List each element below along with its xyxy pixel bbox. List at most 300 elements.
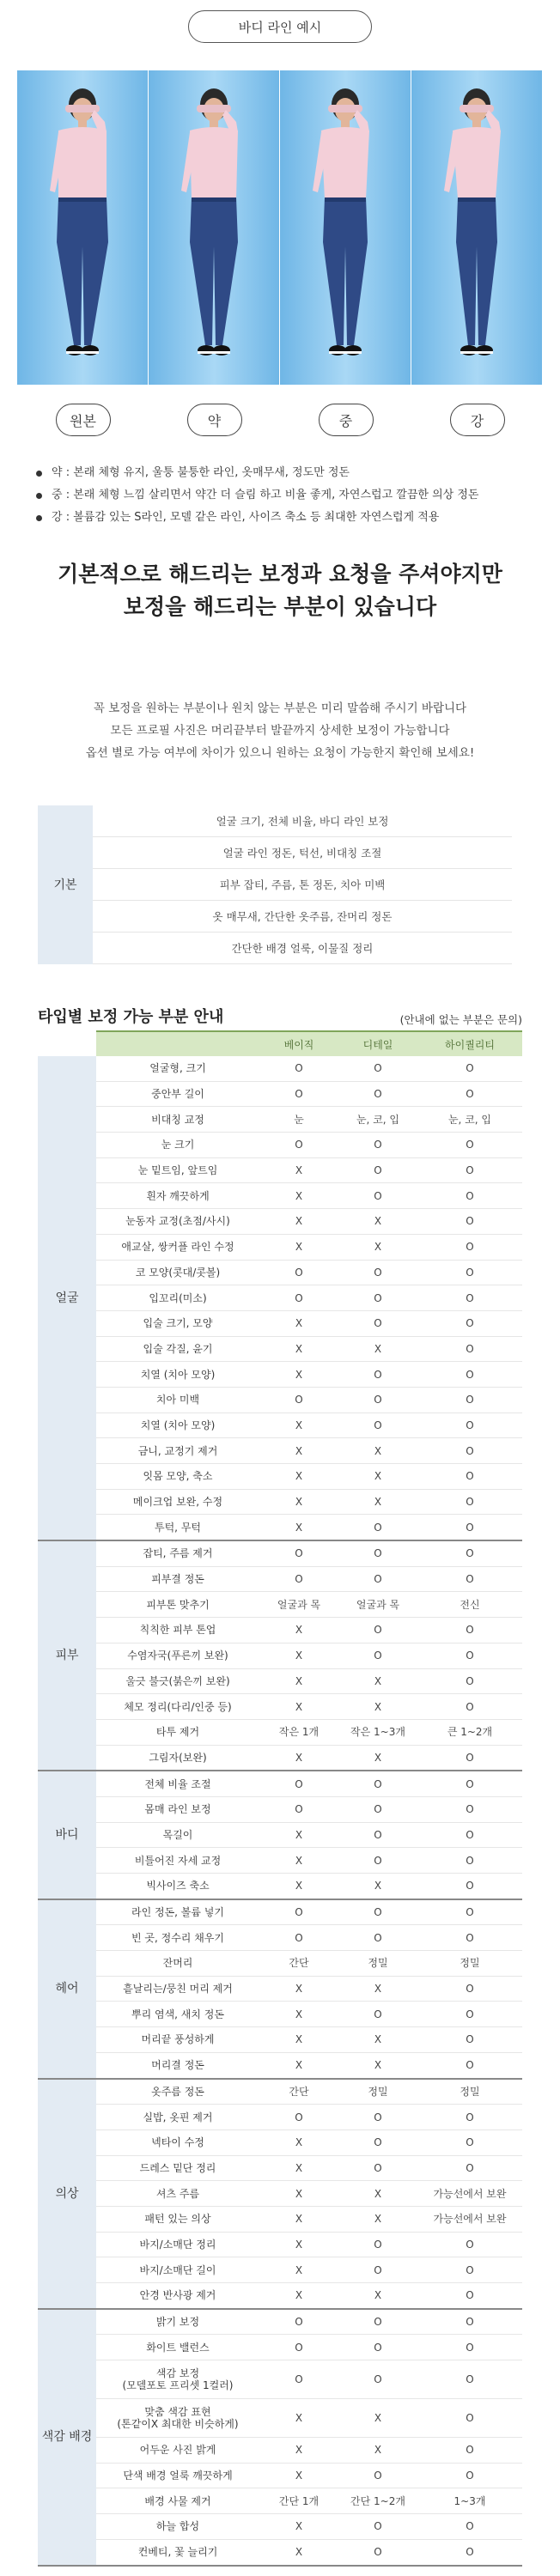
table-row — [38, 2399, 522, 2438]
basic-cell: X — [259, 1643, 338, 1668]
item-cell: 비틀어진 자세 교정 — [96, 1848, 259, 1874]
subtext-line-1: 꼭 보정을 원하는 부분이나 원치 않는 부분은 미리 말씀해 주시기 바랍니다 — [93, 702, 467, 715]
basic-cell: X — [259, 1183, 338, 1209]
table-row — [38, 1694, 522, 1720]
bullet-medium: 중 : 본래 체형 느낌 살리면서 약간 더 슬림 하고 비율 좋게, 자연스럽고 깔끔한 의상 정돈 — [36, 484, 551, 507]
headline-line-1: 기본적으로 해드리는 보정과 요청을 주셔야지만 — [58, 562, 502, 586]
detail-cell: O — [338, 1157, 417, 1183]
basic-cell: O — [259, 1796, 338, 1822]
detail-cell: 간단 1~2개 — [338, 2488, 417, 2514]
item-cell: 밝기 보정 — [96, 2309, 259, 2335]
high-quality-cell: O — [417, 1976, 522, 2002]
table-row — [38, 1489, 522, 1515]
high-quality-cell: O — [417, 2539, 522, 2565]
basic-cell: X — [259, 1668, 338, 1694]
high-quality-cell: 가능선에서 보완 — [417, 2206, 522, 2232]
table-row — [38, 2002, 522, 2027]
item-cell: 체모 정리(다리/인중 등) — [96, 1694, 259, 1720]
high-quality-cell: O — [417, 2232, 522, 2257]
item-cell: 바지/소매단 길이 — [96, 2257, 259, 2283]
high-quality-cell: O — [417, 1209, 522, 1235]
item-cell: 빈 곳, 정수리 채우기 — [96, 1925, 259, 1951]
item-cell: 피부톤 맞추기 — [96, 1592, 259, 1618]
high-quality-cell: O — [417, 1796, 522, 1822]
detail-cell: X — [338, 1668, 417, 1694]
item-cell: 어두운 사진 밝게 — [96, 2438, 259, 2464]
item-cell: 라인 정돈, 볼륨 넣기 — [96, 1899, 259, 1925]
table-row — [38, 1719, 522, 1745]
basic-cell: O — [259, 2360, 338, 2399]
detail-cell: X — [338, 1976, 417, 2002]
table-row — [38, 1413, 522, 1438]
options-table-title: 타입별 보정 가능 부분 안내 — [38, 1008, 224, 1026]
detail-cell: O — [338, 2463, 417, 2488]
basic-cell: X — [259, 2052, 338, 2078]
item-cell: 흩날리는/뭉친 머리 제거 — [96, 1976, 259, 2002]
high-quality-cell: 1~3개 — [417, 2488, 522, 2514]
table-row — [38, 2079, 522, 2105]
basic-cell: X — [259, 1489, 338, 1515]
table-row — [38, 1515, 522, 1540]
item-cell: 잇몸 모양, 축소 — [96, 1464, 259, 1490]
high-quality-cell: O — [417, 2052, 522, 2078]
item-cell: 안경 반사광 제거 — [96, 2283, 259, 2309]
high-quality-cell: O — [417, 1874, 522, 1899]
item-cell: 뿌리 염색, 새치 정돈 — [96, 2002, 259, 2027]
high-quality-cell: O — [417, 1438, 522, 1464]
detail-cell: O — [338, 1362, 417, 1388]
basic-cell: X — [259, 1874, 338, 1899]
retouch-subtext — [0, 697, 560, 764]
table-row — [38, 2488, 522, 2514]
basic-cell: X — [259, 1362, 338, 1388]
high-quality-cell: O — [417, 2514, 522, 2540]
item-cell: 하늘 합성 — [96, 2514, 259, 2540]
basic-category: 기본 — [38, 805, 93, 964]
high-quality-cell: 정밀 — [417, 1951, 522, 1977]
label-strong: 강 — [450, 404, 505, 436]
basic-cell: X — [259, 2232, 338, 2257]
item-cell: 투턱, 무턱 — [96, 1515, 259, 1540]
table-row — [38, 2283, 522, 2309]
high-quality-cell: 전신 — [417, 1592, 522, 1618]
detail-cell: O — [338, 1387, 417, 1413]
basic-cell: X — [259, 1848, 338, 1874]
table-row — [38, 1540, 522, 1566]
basic-cell: O — [259, 1566, 338, 1592]
basic-cell: X — [259, 1336, 338, 1362]
table-row — [38, 1081, 522, 1107]
table-row — [38, 1362, 522, 1388]
detail-cell: O — [338, 2232, 417, 2257]
photo-medium — [280, 70, 411, 385]
high-quality-cell: O — [417, 2027, 522, 2053]
category-cell: 얼굴 — [38, 1056, 96, 1540]
body-line-photo-strip — [17, 70, 543, 385]
section-title: 바디 라인 예시 — [238, 19, 322, 35]
table-row — [38, 2360, 522, 2399]
item-cell: 그림자(보완) — [96, 1745, 259, 1771]
basic-cell: X — [259, 1234, 338, 1260]
table-row — [38, 1157, 522, 1183]
high-quality-cell: 눈, 코, 입 — [417, 1107, 522, 1133]
intensity-labels — [17, 404, 543, 436]
detail-cell: O — [338, 1540, 417, 1566]
detail-cell: O — [338, 2335, 417, 2360]
high-quality-cell: O — [417, 1260, 522, 1285]
item-cell: 비대칭 교정 — [96, 1107, 259, 1133]
label-weak: 약 — [187, 404, 242, 436]
table-row — [38, 1285, 522, 1311]
detail-cell: 작은 1~3개 — [338, 1719, 417, 1745]
category-cell: 헤어 — [38, 1899, 96, 2079]
photo-original — [17, 70, 149, 385]
detail-cell: X — [338, 1694, 417, 1720]
detail-cell: O — [338, 2129, 417, 2155]
table-row — [38, 2463, 522, 2488]
high-quality-cell: O — [417, 1515, 522, 1540]
detail-cell: O — [338, 1899, 417, 1925]
high-quality-cell: O — [417, 1310, 522, 1336]
high-quality-cell: O — [417, 2399, 522, 2438]
detail-cell: O — [338, 2257, 417, 2283]
detail-cell: X — [338, 2399, 417, 2438]
basic-cell: O — [259, 2335, 338, 2360]
table-row — [38, 2129, 522, 2155]
high-quality-cell: O — [417, 1157, 522, 1183]
basic-cell: 간단 — [259, 2079, 338, 2105]
detail-cell: 눈, 코, 입 — [338, 1107, 417, 1133]
basic-item: 피부 잡티, 주름, 톤 정돈, 치아 미백 — [93, 869, 512, 901]
category-cell: 의상 — [38, 2079, 96, 2309]
intensity-description-list — [36, 462, 551, 529]
detail-cell: O — [338, 1515, 417, 1540]
basic-cell: O — [259, 1285, 338, 1311]
high-quality-cell: O — [417, 1489, 522, 1515]
high-quality-cell: O — [417, 1694, 522, 1720]
section-title-pill — [188, 10, 372, 43]
detail-cell: O — [338, 1618, 417, 1643]
basic-cell: O — [259, 2105, 338, 2130]
item-cell: 전체 비율 조절 — [96, 1771, 259, 1796]
detail-cell: O — [338, 2002, 417, 2027]
detail-cell: X — [338, 1336, 417, 1362]
detail-cell: O — [338, 1056, 417, 1081]
item-cell: 치열 (치아 모양) — [96, 1362, 259, 1388]
detail-cell: O — [338, 2539, 417, 2565]
item-cell: 셔츠 주름 — [96, 2181, 259, 2207]
basic-cell: X — [259, 1413, 338, 1438]
high-quality-cell: 큰 1~2개 — [417, 1719, 522, 1745]
table-row — [38, 2539, 522, 2565]
basic-cell: 눈 — [259, 1107, 338, 1133]
table-row — [38, 1976, 522, 2002]
basic-cell: X — [259, 1515, 338, 1540]
detail-cell: X — [338, 2206, 417, 2232]
photo-strong — [411, 70, 543, 385]
table-row — [38, 2155, 522, 2181]
high-quality-cell: O — [417, 1668, 522, 1694]
headline-line-2: 보정을 해드리는 부분이 있습니다 — [123, 594, 437, 619]
basic-cell: O — [259, 1899, 338, 1925]
detail-cell: O — [338, 1822, 417, 1848]
high-quality-cell: O — [417, 2105, 522, 2130]
basic-cell: X — [259, 2399, 338, 2438]
high-quality-cell: O — [417, 1387, 522, 1413]
high-quality-cell: O — [417, 2463, 522, 2488]
high-quality-cell: O — [417, 2438, 522, 2464]
header-item — [96, 1031, 259, 1056]
item-cell: 잡티, 주름 제거 — [96, 1540, 259, 1566]
table-row — [38, 2514, 522, 2540]
basic-cell: O — [259, 1081, 338, 1107]
table-row — [38, 1925, 522, 1951]
table-row — [38, 1643, 522, 1668]
table-row — [38, 1183, 522, 1209]
table-row — [38, 1668, 522, 1694]
item-cell: 단색 배경 얼룩 깨끗하게 — [96, 2463, 259, 2488]
detail-cell: X — [338, 1464, 417, 1490]
item-cell: 드레스 밑단 정리 — [96, 2155, 259, 2181]
basic-cell: O — [259, 2309, 338, 2335]
high-quality-cell: O — [417, 1234, 522, 1260]
high-quality-cell: O — [417, 1618, 522, 1643]
detail-cell: O — [338, 1413, 417, 1438]
high-quality-cell: O — [417, 1822, 522, 1848]
detail-cell: O — [338, 1285, 417, 1311]
table-row — [38, 1107, 522, 1133]
item-cell: 애교살, 쌍커플 라인 수정 — [96, 1234, 259, 1260]
high-quality-cell: O — [417, 1745, 522, 1771]
photo-weak — [149, 70, 280, 385]
item-cell: 눈 크기 — [96, 1133, 259, 1158]
table-row — [38, 2232, 522, 2257]
basic-cell: X — [259, 2438, 338, 2464]
item-cell: 울긋 불긋(붉은끼 보완) — [96, 1668, 259, 1694]
detail-cell: O — [338, 1310, 417, 1336]
table-row — [38, 2257, 522, 2283]
person-illustration — [411, 70, 543, 385]
item-cell: 목길이 — [96, 1822, 259, 1848]
high-quality-cell: O — [417, 2257, 522, 2283]
basic-cell: X — [259, 1976, 338, 2002]
options-table-note: (안내에 없는 부분은 문의) — [399, 1013, 522, 1026]
item-cell: 컨베티, 꽃 늘리기 — [96, 2539, 259, 2565]
table-row — [38, 1618, 522, 1643]
item-cell: 입술 각질, 윤기 — [96, 1336, 259, 1362]
item-cell: 넥타이 수정 — [96, 2129, 259, 2155]
table-row — [38, 1745, 522, 1771]
detail-cell: O — [338, 1796, 417, 1822]
table-row — [38, 2105, 522, 2130]
high-quality-cell: O — [417, 1081, 522, 1107]
header-high-quality: 하이퀄리티 — [417, 1031, 522, 1056]
person-illustration — [149, 70, 280, 385]
basic-cell: X — [259, 2206, 338, 2232]
item-cell: 중안부 길이 — [96, 1081, 259, 1107]
basic-cell: X — [259, 2539, 338, 2565]
detail-cell: X — [338, 1209, 417, 1235]
detail-cell: 정밀 — [338, 1951, 417, 1977]
table-row — [38, 1899, 522, 1925]
high-quality-cell: O — [417, 1643, 522, 1668]
item-cell: 입술 크기, 모양 — [96, 1310, 259, 1336]
basic-item: 얼굴 라인 정돈, 턱선, 비대칭 조절 — [93, 837, 512, 869]
table-row — [38, 1951, 522, 1977]
detail-cell: O — [338, 2309, 417, 2335]
detail-cell: O — [338, 1133, 417, 1158]
table-row — [38, 1056, 522, 1081]
high-quality-cell: O — [417, 2155, 522, 2181]
item-cell: 잔머리 — [96, 1951, 259, 1977]
table-row — [38, 1592, 522, 1618]
options-header-row — [38, 1031, 522, 1056]
table-row — [38, 1336, 522, 1362]
high-quality-cell: 가능선에서 보완 — [417, 2181, 522, 2207]
detail-cell: O — [338, 1260, 417, 1285]
item-cell: 색감 보정 (모델포토 프리셋 1컬러) — [96, 2360, 259, 2399]
detail-cell: O — [338, 2155, 417, 2181]
basic-cell: 간단 1개 — [259, 2488, 338, 2514]
basic-cell: O — [259, 1056, 338, 1081]
table-row — [38, 1796, 522, 1822]
item-cell: 바지/소매단 정리 — [96, 2232, 259, 2257]
basic-cell: X — [259, 2283, 338, 2309]
detail-cell: X — [338, 1745, 417, 1771]
table-row — [38, 1387, 522, 1413]
table-row — [38, 2052, 522, 2078]
detail-cell: O — [338, 1771, 417, 1796]
detail-cell: X — [338, 2438, 417, 2464]
high-quality-cell: O — [417, 1183, 522, 1209]
high-quality-cell: 정밀 — [417, 2079, 522, 2105]
table-row — [38, 2206, 522, 2232]
high-quality-cell: O — [417, 2129, 522, 2155]
detail-cell: O — [338, 1643, 417, 1668]
basic-cell: 작은 1개 — [259, 1719, 338, 1745]
detail-cell: X — [338, 2181, 417, 2207]
detail-cell: O — [338, 2360, 417, 2399]
item-cell: 치아 미백 — [96, 1387, 259, 1413]
basic-cell: X — [259, 2155, 338, 2181]
detail-cell: 정밀 — [338, 2079, 417, 2105]
high-quality-cell: O — [417, 1566, 522, 1592]
detail-cell: O — [338, 1081, 417, 1107]
high-quality-cell: O — [417, 1848, 522, 1874]
basic-cell: X — [259, 1438, 338, 1464]
high-quality-cell: O — [417, 2002, 522, 2027]
table-row — [38, 1310, 522, 1336]
basic-cell: O — [259, 1260, 338, 1285]
basic-cell: O — [259, 1771, 338, 1796]
basic-cell: X — [259, 1694, 338, 1720]
table-row — [38, 1209, 522, 1235]
detail-cell: O — [338, 2514, 417, 2540]
bullet-strong: 강 : 볼륨감 있는 S라인, 모델 같은 라인, 사이즈 축소 등 최대한 자연스럽게 적용 — [36, 507, 551, 529]
table-row — [38, 2181, 522, 2207]
item-cell: 패턴 있는 의상 — [96, 2206, 259, 2232]
detail-cell: O — [338, 1183, 417, 1209]
table-row — [38, 1822, 522, 1848]
basic-cell: X — [259, 1822, 338, 1848]
basic-cell: 간단 — [259, 1951, 338, 1977]
item-cell: 빅사이즈 축소 — [96, 1874, 259, 1899]
item-cell: 메이크업 보완, 수정 — [96, 1489, 259, 1515]
category-cell: 피부 — [38, 1540, 96, 1771]
basic-cell: X — [259, 2257, 338, 2283]
high-quality-cell: O — [417, 1056, 522, 1081]
subtext-line-2: 모든 프로필 사진은 머리끝부터 발끝까지 상세한 보정이 가능합니다 — [110, 724, 450, 738]
item-cell: 치열 (치아 모양) — [96, 1413, 259, 1438]
item-cell: 수염자국(푸른끼 보완) — [96, 1643, 259, 1668]
high-quality-cell: O — [417, 1540, 522, 1566]
options-table — [38, 1030, 522, 2567]
detail-cell: X — [338, 2027, 417, 2053]
category-cell: 바디 — [38, 1771, 96, 1899]
item-cell: 머리끝 풍성하게 — [96, 2027, 259, 2053]
basic-cell: X — [259, 2027, 338, 2053]
label-medium: 중 — [319, 404, 374, 436]
basic-cell: X — [259, 1464, 338, 1490]
item-cell: 배경 사물 제거 — [96, 2488, 259, 2514]
detail-cell: O — [338, 2105, 417, 2130]
basic-cell: X — [259, 1618, 338, 1643]
item-cell: 실밥, 옷핀 제거 — [96, 2105, 259, 2130]
item-cell: 피부결 정돈 — [96, 1566, 259, 1592]
high-quality-cell: O — [417, 1285, 522, 1311]
basic-cell: X — [259, 2181, 338, 2207]
item-cell: 몸매 라인 보정 — [96, 1796, 259, 1822]
detail-cell: O — [338, 1566, 417, 1592]
table-row — [38, 1438, 522, 1464]
header-category — [38, 1031, 96, 1056]
detail-cell: X — [338, 1489, 417, 1515]
basic-cell: O — [259, 1925, 338, 1951]
basic-cell: 얼굴과 목 — [259, 1592, 338, 1618]
header-detail: 디테일 — [338, 1031, 417, 1056]
basic-cell: X — [259, 1310, 338, 1336]
item-cell: 코 모양(콧대/콧볼) — [96, 1260, 259, 1285]
high-quality-cell: O — [417, 1925, 522, 1951]
high-quality-cell: O — [417, 1464, 522, 1490]
detail-cell: O — [338, 1925, 417, 1951]
high-quality-cell: O — [417, 1362, 522, 1388]
basic-item: 간단한 배경 얼룩, 이물질 정리 — [93, 933, 512, 964]
basic-retouch-table — [38, 805, 512, 964]
header-basic: 베이직 — [259, 1031, 338, 1056]
basic-cell: O — [259, 1133, 338, 1158]
basic-cell: O — [259, 1387, 338, 1413]
high-quality-cell: O — [417, 2309, 522, 2335]
basic-cell: X — [259, 2463, 338, 2488]
high-quality-cell: O — [417, 2335, 522, 2360]
detail-cell: X — [338, 1438, 417, 1464]
table-row — [38, 1848, 522, 1874]
high-quality-cell: O — [417, 1771, 522, 1796]
person-illustration — [280, 70, 411, 385]
high-quality-cell: O — [417, 1336, 522, 1362]
basic-item: 얼굴 크기, 전체 비율, 바디 라인 보정 — [93, 805, 512, 837]
retouch-headline — [0, 558, 560, 623]
item-cell: 맞춤 색감 표현 (톤같이X 최대한 비슷하게) — [96, 2399, 259, 2438]
basic-cell: X — [259, 2002, 338, 2027]
table-row — [38, 1566, 522, 1592]
item-cell: 눈동자 교정(초점/사시) — [96, 1209, 259, 1235]
item-cell: 칙칙한 피부 톤업 — [96, 1618, 259, 1643]
detail-cell: X — [338, 2283, 417, 2309]
table-row — [38, 1260, 522, 1285]
high-quality-cell: O — [417, 1899, 522, 1925]
